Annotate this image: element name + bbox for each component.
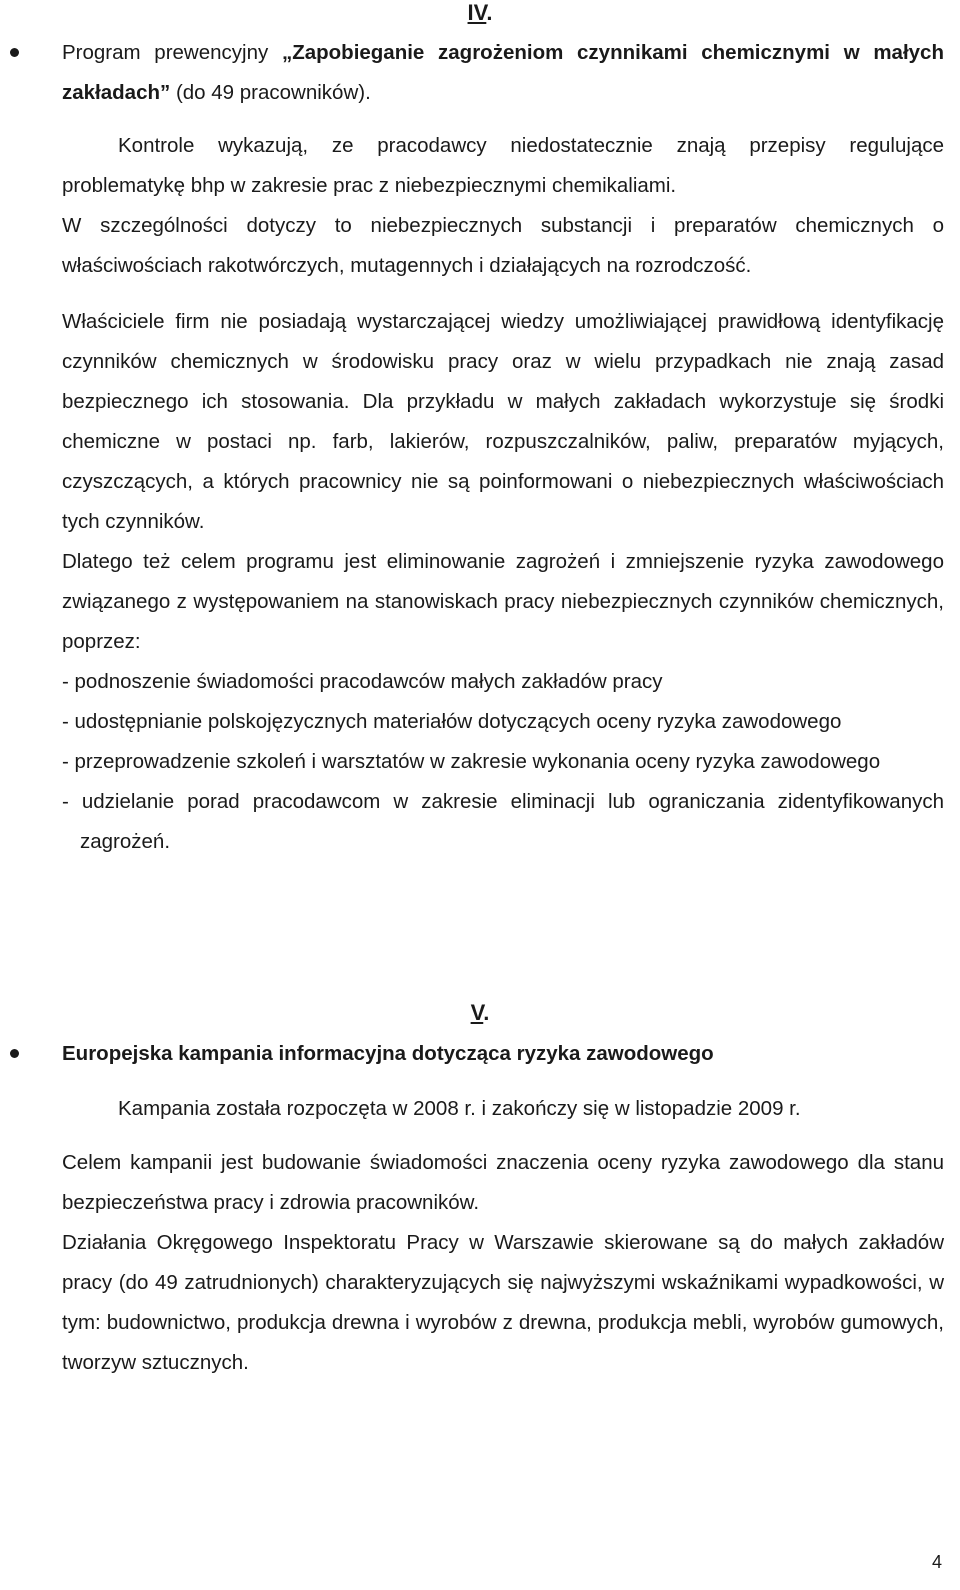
section-iv-program-title: Program prewencyjny „Zapobieganie zagrożeniom czynnikami chemicznymi w małych zakładach” (do 49 pracowników). [62,41,944,104]
section-iv-heading: IV. [467,0,493,25]
list-item: - przeprowadzenie szkoleń i warsztatów w zakresie wykonania oceny ryzyka zawodowego [62,750,881,773]
section-v-body-2 [62,1143,944,1383]
section-v-heading: V. [470,1000,490,1025]
paragraph: Kontrole wykazują, ze pracodawcy niedostatecznie znają przepisy regulujące problematykę bhp w zakresie prac z niebezpiecznymi chemikaliami. [62,134,944,197]
paragraph: W szczególności dotyczy to niebezpiecznych substancji i preparatów chemicznych o właściwościach rakotwórczych, mutagennych i działających na rozrodczość. [62,214,944,277]
list-item: - udostępnianie polskojęzycznych materiałów dotyczących oceny ryzyka zawodowego [62,710,842,733]
bullet-icon [10,1049,19,1058]
program-title-bold: „Zapobieganie zagrożeniom czynnikami chemicznymi w małych zakładach” [62,41,944,104]
section-v-body [62,1089,944,1129]
paragraph: Dlatego też celem programu jest eliminowanie zagrożeń i zmniejszenie ryzyka zawodowego związanego z występowaniem na stanowiskach pracy niebezpiecznych czynników chemicznych, poprzez: [62,550,944,653]
list-item: - podnoszenie świadomości pracodawców małych zakładów pracy [62,670,663,693]
section-iv-body [62,126,944,286]
section-v-title: Europejska kampania informacyjna dotycząca ryzyka zawodowego [62,1042,714,1065]
section-iv-body-2 [62,302,944,862]
paragraph: Kampania została rozpoczęta w 2008 r. i zakończy się w listopadzie 2009 r. [118,1097,801,1120]
paragraph: Działania Okręgowego Inspektoratu Pracy w Warszawie skierowane są do małych zakładów pracy (do 49 zatrudnionych) charakteryzujących się najwyższymi wskaźnikami wypadkowości, w tym: budownictwo, produkcja drewna i wyrobów z drewna, produkcja mebli, wyrobów gumowych, tworzyw sztucznych. [62,1231,944,1374]
page-number: 4 [931,1552,942,1572]
paragraph: Właściciele firm nie posiadają wystarczającej wiedzy umożliwiającej prawidłową identyfikację czynników chemicznych w środowisku pracy oraz w wielu przypadkach nie znają zasad bezpiecznego ich stosowania. Dla przykładu w małych zakładach wykorzystuje się środki chemiczne w postaci np. farb, lakierów, rozpuszczalników, paliw, preparatów myjących, czyszczących, a których pracownicy nie są poinformowani o niebezpiecznych właściwościach tych czynników. [62,310,944,533]
list-item: - udzielanie porad pracodawcom w zakresie eliminacji lub ograniczania zidentyfikowanych zagrożeń. [62,790,944,853]
bullet-icon [10,48,19,57]
paragraph: Celem kampanii jest budowanie świadomości znaczenia oceny ryzyka zawodowego dla stanu bezpieczeństwa pracy i zdrowia pracowników. [62,1151,944,1214]
